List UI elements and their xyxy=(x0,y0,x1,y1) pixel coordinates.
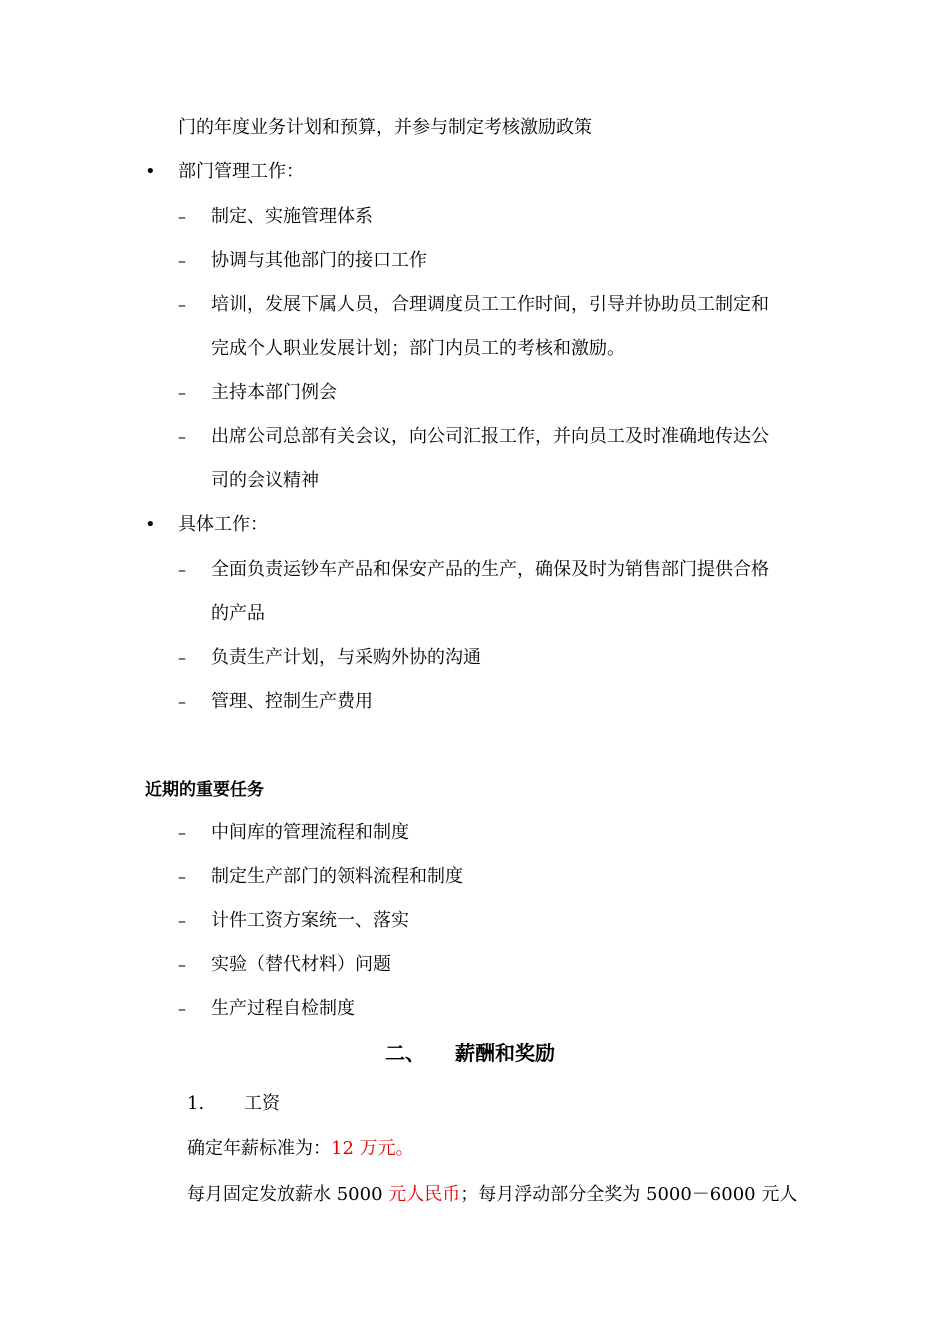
dash-icon: – xyxy=(178,867,186,886)
annual-salary-line xyxy=(187,1137,414,1161)
annual-salary-label: 确定年薪标准为： xyxy=(187,1138,331,1159)
dash-icon: – xyxy=(178,648,186,667)
dept-mgmt-title: 部门管理工作： xyxy=(178,161,304,182)
list-item-continuation: 司的会议精神 xyxy=(211,470,319,491)
list-item: 培训，发展下属人员，合理调度员工工作时间，引导并协助员工制定和 xyxy=(211,294,769,315)
dash-icon: – xyxy=(178,383,186,402)
bullet-icon: • xyxy=(145,514,156,535)
list-item: 实验（替代材料）问题 xyxy=(211,954,391,975)
list-item: 主持本部门例会 xyxy=(211,382,337,403)
dash-icon: – xyxy=(178,251,186,270)
list-item: 计件工资方案统一、落实 xyxy=(211,910,409,931)
list-item: 生产过程自检制度 xyxy=(211,998,355,1019)
subsection-number: 1. xyxy=(187,1093,205,1114)
specific-title: 具体工作： xyxy=(178,514,268,535)
monthly-salary-currency: 元人民币 xyxy=(388,1184,461,1205)
list-item: 协调与其他部门的接口工作 xyxy=(211,250,427,271)
annual-salary-value: 12 万元。 xyxy=(331,1138,414,1159)
list-item: 管理、控制生产费用 xyxy=(211,691,373,712)
list-item-continuation: 完成个人职业发展计划；部门内员工的考核和激励。 xyxy=(211,338,625,359)
section-title: 薪酬和奖励 xyxy=(455,1041,555,1065)
tasks-heading: 近期的重要任务 xyxy=(145,780,264,800)
list-item-continuation: 的产品 xyxy=(211,603,265,624)
dash-icon: – xyxy=(178,823,186,842)
list-item: 制定、实施管理体系 xyxy=(211,206,373,227)
dash-icon: – xyxy=(178,692,186,711)
list-item: 出席公司总部有关会议，向公司汇报工作，并向员工及时准确地传达公 xyxy=(211,426,769,447)
monthly-salary-text: 每月固定发放薪水 5000 xyxy=(187,1184,389,1205)
dash-icon: – xyxy=(178,295,186,314)
dash-icon: – xyxy=(178,207,186,226)
list-item: 中间库的管理流程和制度 xyxy=(211,822,409,843)
dash-icon: – xyxy=(178,427,186,446)
list-item: 负责生产计划，与采购外协的沟通 xyxy=(211,647,481,668)
list-item: 全面负责运钞车产品和保安产品的生产，确保及时为销售部门提供合格 xyxy=(211,559,769,580)
monthly-salary-line xyxy=(187,1183,797,1207)
dash-icon: – xyxy=(178,911,186,930)
dash-icon: – xyxy=(178,999,186,1018)
dash-icon: – xyxy=(178,955,186,974)
monthly-salary-text-cont: ；每月浮动部分全奖为 5000－6000 元人 xyxy=(460,1184,798,1205)
dash-icon: – xyxy=(178,560,186,579)
list-item: 制定生产部门的领料流程和制度 xyxy=(211,866,463,887)
bullet-icon: • xyxy=(145,161,156,182)
subsection-title: 工资 xyxy=(244,1093,280,1114)
intro-continuation: 门的年度业务计划和预算，并参与制定考核激励政策 xyxy=(178,117,592,138)
section-number: 二、 xyxy=(385,1041,425,1065)
